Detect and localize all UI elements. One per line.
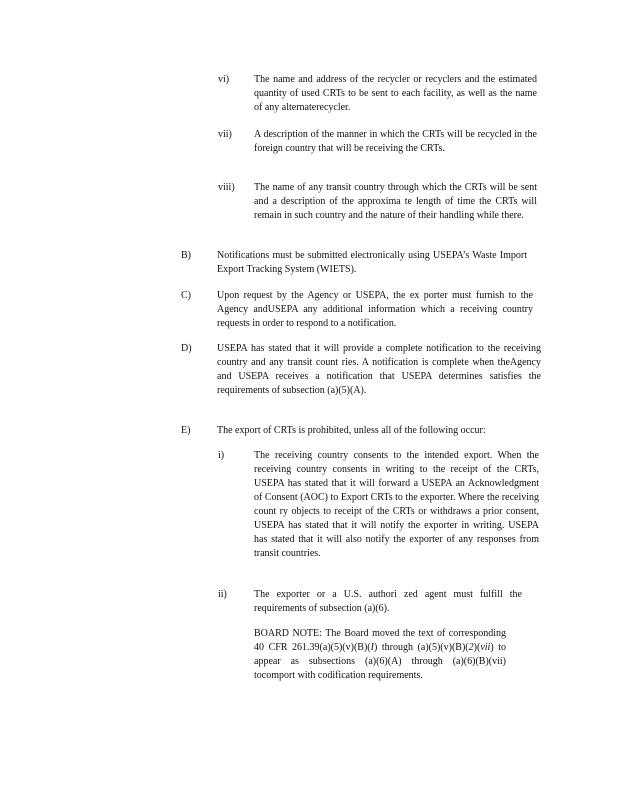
item-label: C): [181, 290, 191, 301]
item-label: E): [181, 425, 191, 436]
item-text: A description of the manner in which the CRTs will be recycled in the foreign country that will be receiving the CRTs.: [254, 129, 537, 154]
board-note-roman: vii: [480, 642, 491, 653]
item-text: Upon request by the Agency or USEPA, the ex porter must furnish to the Agency andUSEPA any additional information which a receiving country requests in order to respond to a notification.: [217, 290, 533, 329]
item-i: [218, 449, 548, 579]
item-c: [181, 289, 581, 334]
board-note-roman: 2: [468, 642, 474, 653]
item-text: Notifications must be submitted electronically using USEPA’s Waste Import Export Tracking System (WIETS).: [217, 250, 527, 275]
item-label: i): [218, 450, 225, 461]
item-viii: [218, 181, 548, 241]
item-text: The export of CRTs is prohibited, unless all of the following occur:: [217, 425, 486, 436]
board-note-text: ) through (a)(5)(v)(B)(: [373, 642, 469, 653]
item-label: ii): [218, 589, 227, 600]
board-note-text: )(: [473, 642, 481, 653]
board-note: [254, 627, 506, 683]
item-label: B): [181, 250, 191, 261]
item-ii: [218, 588, 548, 618]
item-vii: [218, 128, 548, 173]
item-text: The receiving country consents to the intended export. When the receiving country consents in writing to the receipt of the CRTs, USEPA has stated that it will forward a USEPA an Acknowledgment of Consent (AOC) to Export CRTs to the exporter. Where the receiving count ry objects to receipt of the CRTs or withdraws a prior consent, USEPA has stated that it will notify the exporter in writing. USEPA has stated that it will also notify the exporter of any responses from transit countries.: [254, 450, 539, 559]
item-d: [181, 342, 581, 414]
item-e: [181, 424, 581, 442]
item-label: vi): [218, 74, 230, 85]
board-note-text: ) to appear as subsections (a)(6)(A) through (a)(6)(B)(vii) tocomport with codification requirements.: [254, 642, 506, 681]
item-text: The exporter or a U.S. authori zed agent must fulfill the requirements of subsection (a)(6).: [254, 589, 522, 614]
item-text: The name of any transit country through which the CRTs will be sent and a description of the approxima te length of time the CRTs will remain in such country and the nature of their handling while there.: [254, 182, 537, 221]
item-text: USEPA has stated that it will provide a complete notification to the receiving country and any transit count ries. A notification is complete when theAgency and USEPA receives a notification that USEPA determines satisfies the requirements of subsection (a)(5)(A).: [217, 343, 541, 396]
item-label: viii): [218, 182, 235, 193]
item-label: vii): [218, 129, 232, 140]
item-text: The name and address of the recycler or recyclers and the estimated quantity of used CRTs to be sent to each facility, as well as the name of any alternaterecycler.: [254, 74, 537, 113]
board-note-roman: I: [370, 642, 374, 653]
item-vi: [218, 73, 548, 118]
item-label: D): [181, 343, 192, 354]
board-note-text: BOARD NOTE: The Board moved the text of corresponding 40 CFR 261.39(a)(5)(v)(B)(: [254, 628, 506, 653]
item-b: [181, 249, 581, 281]
